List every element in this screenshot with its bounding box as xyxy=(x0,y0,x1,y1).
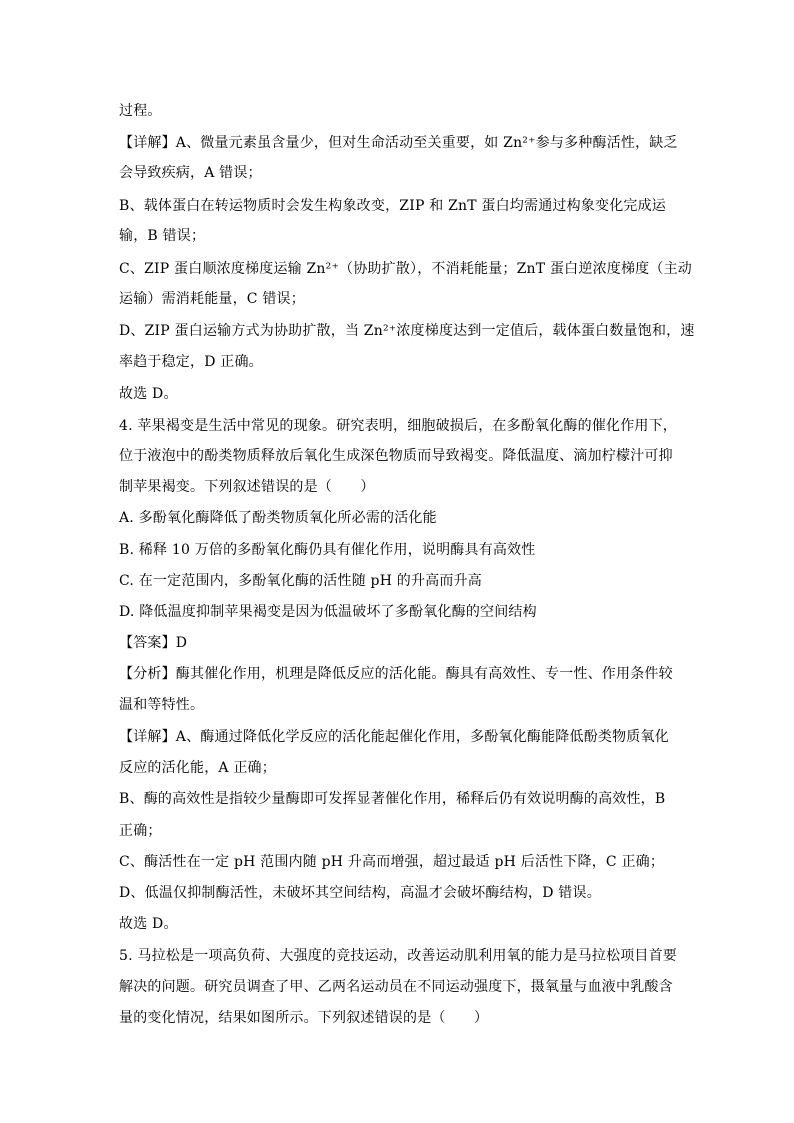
question-5-line-3: 量的变化情况，结果如图所示。下列叙述错误的是（ ） xyxy=(119,1010,489,1026)
question-4-line-2: 位于液泡中的酚类物质释放后氧化生成深色物质而导致褐变。降低温度、滴加柠檬汁可抑 xyxy=(119,448,673,464)
option-a: A. 多酚氧化酶降低了酚类物质氧化所必需的活化能 xyxy=(119,510,437,526)
question-5-line-1: 5. 马拉松是一项高负荷、大强度的竞技运动，改善运动肌利用氧的能力是马拉松项目首要 xyxy=(119,948,678,964)
question-5-line-2: 解决的问题。研究员调查了甲、乙两名运动员在不同运动强度下，摄氧量与血液中乳酸含 xyxy=(119,979,673,995)
text-line-6: C、ZIP 蛋白顺浓度梯度运输 Zn²⁺（协助扩散），不消耗能量；ZnT 蛋白逆浓度梯度（主动 xyxy=(119,261,692,277)
text-line-4: B、载体蛋白在转运物质时会发生构象改变，ZIP 和 ZnT 蛋白均需通过构象变化完成运 xyxy=(119,198,666,214)
option-b: B. 稀释 10 万倍的多酚氧化酶仍具有催化作用，说明酶具有高效性 xyxy=(119,542,536,558)
analysis-line-2: 温和等特性。 xyxy=(119,697,205,713)
detail-line-5: C、酶活性在一定 pH 范围内随 pH 升高而增强，超过最适 pH 后活性下降，C 正确； xyxy=(119,854,665,870)
detail-line-3: B、酶的高效性是指较少量酶即可发挥显著催化作用，稀释后仍有效说明酶的高效性，B xyxy=(119,791,666,807)
text-line-9: 率趋于稳定，D 正确。 xyxy=(119,354,263,370)
text-line-7: 运输）需消耗能量，C 错误； xyxy=(119,291,305,307)
detail-line-4: 正确； xyxy=(119,823,162,839)
answer-label: 【答案】D xyxy=(119,635,188,651)
question-4-line-3: 制苹果褐变。下列叙述错误的是（ ） xyxy=(119,479,375,495)
choice-d-line: 故选 D。 xyxy=(119,916,178,932)
text-line-10: 故选 D。 xyxy=(119,386,178,402)
text-line-1: 过程。 xyxy=(119,103,162,119)
text-line-2: 【详解】A、微量元素虽含量少，但对生命活动至关重要，如 Zn²⁺参与多种酶活性，缺乏 xyxy=(119,135,678,151)
question-4-line-1: 4. 苹果褐变是生活中常见的现象。研究表明，细胞破损后，在多酚氧化酶的催化作用下， xyxy=(119,418,678,434)
detail-line-1: 【详解】A、酶通过降低化学反应的活化能起催化作用，多酚氧化酶能降低酚类物质氧化 xyxy=(119,729,669,745)
option-c: C. 在一定范围内，多酚氧化酶的活性随 pH 的升高而升高 xyxy=(119,573,482,589)
analysis-line-1: 【分析】酶其催化作用，机理是降低反应的活化能。酶具有高效性、专一性、作用条件较 xyxy=(119,666,673,682)
option-d: D. 降低温度抑制苹果褐变是因为低温破坏了多酚氧化酶的空间结构 xyxy=(119,604,537,620)
detail-line-6: D、低温仅抑制酶活性，未破坏其空间结构，高温才会破坏酶结构，D 错误。 xyxy=(119,885,601,901)
detail-line-2: 反应的活化能，A 正确； xyxy=(119,760,276,776)
text-line-5: 输，B 错误； xyxy=(119,228,206,244)
text-line-3: 会导致疾病，A 错误； xyxy=(119,165,262,181)
text-line-8: D、ZIP 蛋白运输方式为协助扩散，当 Zn²⁺浓度梯度达到一定值后，载体蛋白数量饱和，速 xyxy=(119,323,695,339)
